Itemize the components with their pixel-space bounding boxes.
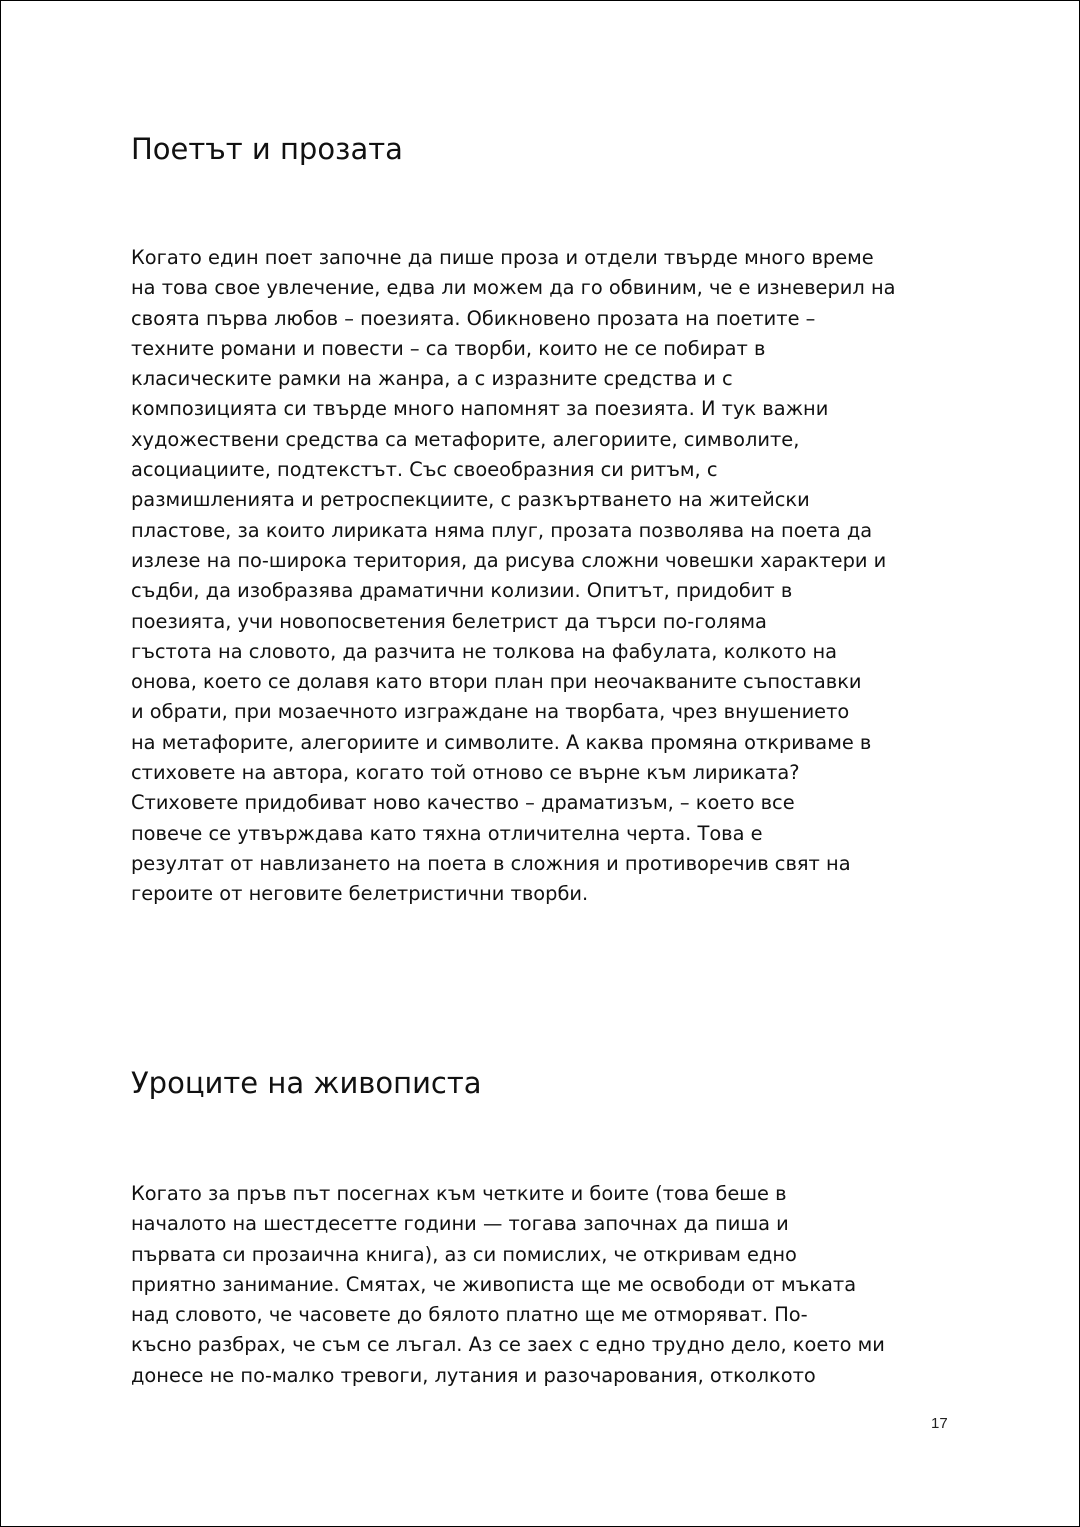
text-line: героите от неговите белетристични творби. <box>131 882 589 906</box>
text-line: донесе не по-малко тревоги, лутания и разочарования, отколкото <box>131 1363 816 1387</box>
text-line: Стиховете придобиват ново качество – драматизъм, – което все <box>131 791 795 815</box>
text-line: класическите рамки на жанра, а с изразните средства и с <box>131 367 733 391</box>
text-line: приятно занимание. Смятах, че живописта ще ме освободи от мъката <box>131 1272 857 1296</box>
text-line: Когато един поет започне да пише проза и отдели твърде много време <box>131 246 874 269</box>
section-body-lessons-of-painting <box>131 1179 885 1391</box>
text-line: съдби, да изобразява драматични колизии. Опитът, придобит в <box>131 579 793 603</box>
text-line: първата си прозаична книга), аз си помислих, че откривам едно <box>131 1242 797 1266</box>
text-line: техните романи и повести – са творби, които не се побират в <box>131 336 766 360</box>
page-number: 17 <box>931 1415 948 1432</box>
text-line: размишленията и ретроспекциите, с разкъртването на житейски <box>131 488 810 512</box>
text-line: пластове, за които лириката няма плуг, прозата позволява на поета да <box>131 518 873 542</box>
section-body-poet-and-prose <box>131 243 896 910</box>
text-line: повече се утвърждава като тяхна отличителна черта. Това е <box>131 821 763 845</box>
text-line: стиховете на автора, когато той отново се върне към лириката? <box>131 761 800 785</box>
text-line: асоциациите, подтекстът. Със своеобразния си ритъм, с <box>131 458 718 482</box>
text-line: резултат от навлизането на поета в сложния и противоречив свят на <box>131 851 851 875</box>
text-line: Когато за пръв път посегнах към четките и боите (това беше в <box>131 1182 787 1205</box>
section-heading-lessons-of-painting: Уроците на живописта <box>131 1066 482 1100</box>
text-line: своята първа любов – поезията. Обикновено прозата на поетите – <box>131 306 816 330</box>
text-line: композицията си твърде много напомнят за поезията. И тук важни <box>131 397 829 421</box>
text-line: излезе на по-широка територия, да рисува сложни човешки характери и <box>131 548 887 572</box>
text-line: началото на шестдесетте години — тогава започнах да пиша и <box>131 1212 789 1236</box>
section-heading-poet-and-prose: Поетът и прозата <box>131 132 403 166</box>
text-line: над словото, че часовете до бялото платно ще ме отморяват. По- <box>131 1303 808 1327</box>
text-line: художествени средства са метафорите, алегориите, символите, <box>131 427 800 451</box>
text-line: гъстота на словото, да разчита не толкова на фабулата, колкото на <box>131 639 838 663</box>
text-line: онова, което се долавя като втори план при неочакваните съпоставки <box>131 670 862 694</box>
text-line: поезията, учи новопосветения белетрист да търси по-голяма <box>131 609 767 633</box>
text-line: и обрати, при мозаечното изграждане на творбата, чрез внушението <box>131 700 850 724</box>
text-line: на метафорите, алегориите и символите. А каква промяна откриваме в <box>131 730 872 754</box>
text-line: на това свое увлечение, едва ли можем да го обвиним, че е изневерил на <box>131 276 896 300</box>
text-line: късно разбрах, че съм се лъгал. Аз се заех с едно трудно дело, което ми <box>131 1333 885 1357</box>
